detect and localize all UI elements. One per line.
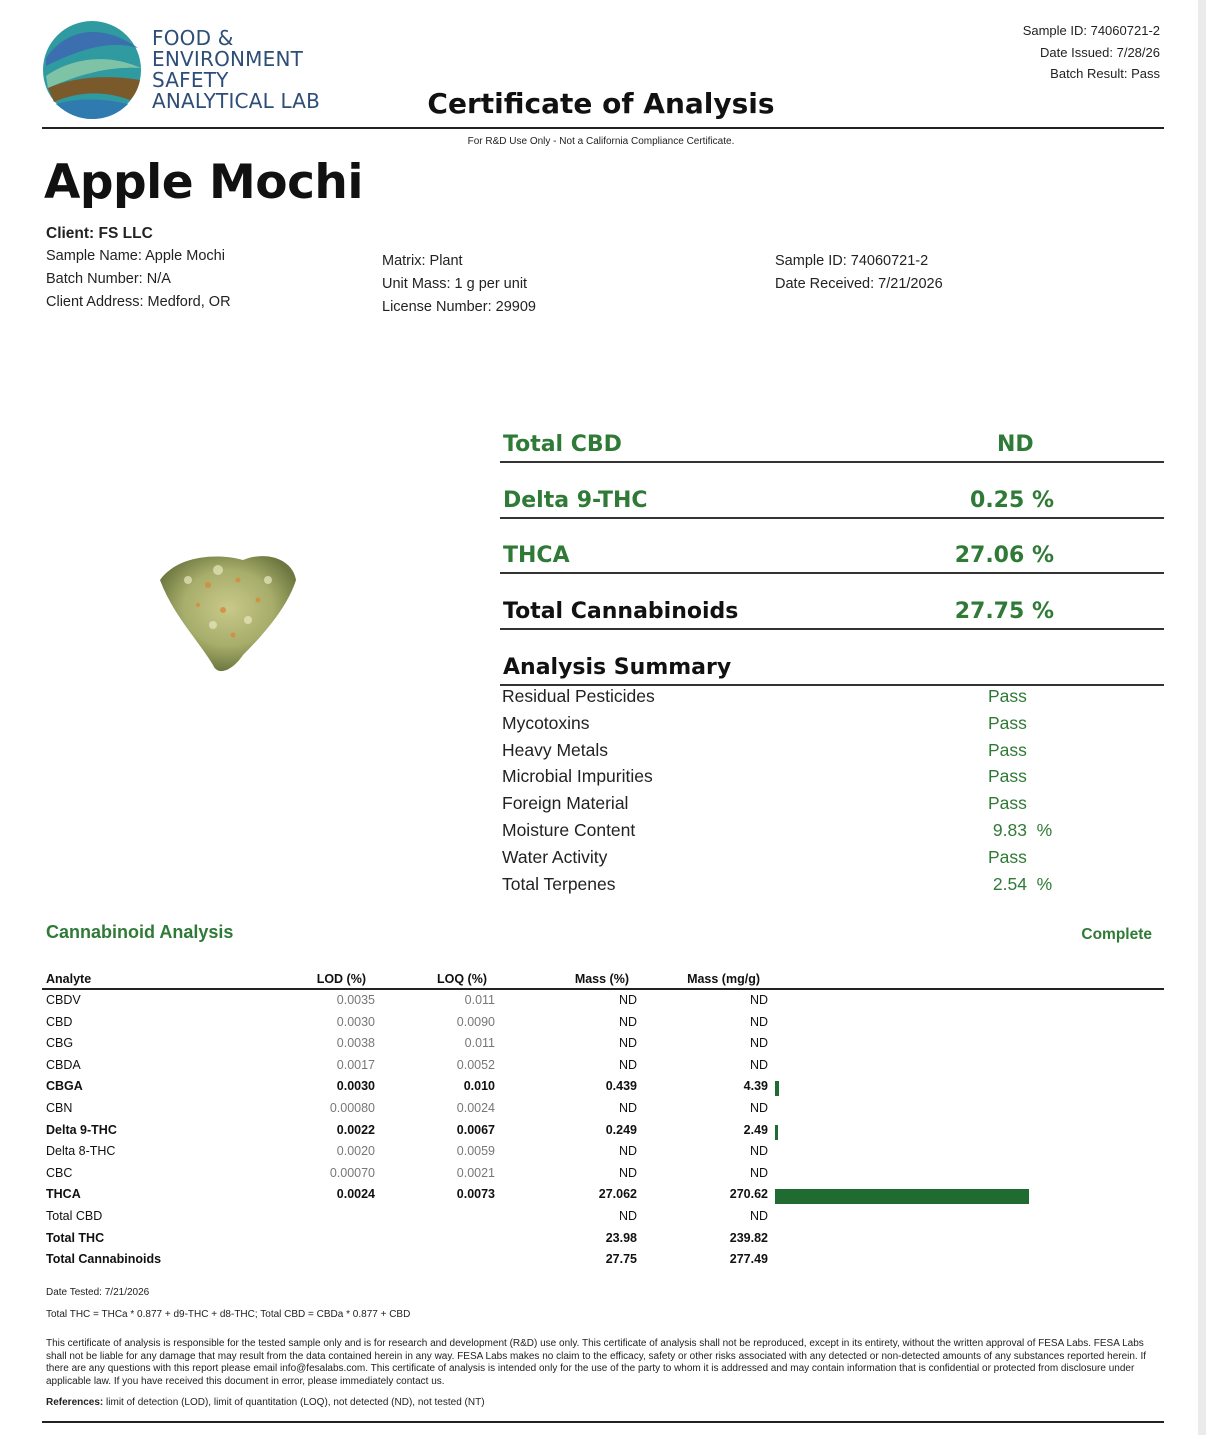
mass-pct-cell: 0.439: [605, 1079, 637, 1094]
mass-pct-cell: ND: [618, 1101, 637, 1115]
mass-pct-cell: ND: [618, 1165, 637, 1180]
mass-bar: [775, 1189, 1029, 1204]
mass-mg-cell: 4.39: [743, 1079, 768, 1094]
table-row: [45, 1058, 1165, 1080]
batch-number: Batch Number: N/A: [46, 271, 171, 287]
analysis-label: Water Activity: [502, 846, 608, 867]
analysis-row: [502, 766, 1162, 792]
references-text: limit of detection (LOD), limit of quantitation (LOQ), not detected (ND), not tested (NT): [103, 1397, 485, 1408]
analysis-value: 2.54 %: [988, 873, 1053, 894]
lod-cell: 0.0020: [336, 1144, 375, 1159]
analysis-row: [502, 686, 1162, 712]
analysis-label: Heavy Metals: [502, 739, 609, 760]
loq-cell: 0.011: [464, 993, 495, 1007]
lod-cell: 0.0030: [336, 1014, 375, 1029]
analyte-cell: Total THC: [46, 1230, 105, 1245]
references: [46, 1397, 485, 1410]
analyte-cell: CBDV: [46, 993, 81, 1007]
table-row: [45, 1166, 1165, 1188]
analysis-value: Pass: [988, 766, 1027, 787]
col-mass-pct: Mass (%): [574, 972, 629, 986]
lod-cell: 0.00070: [329, 1165, 375, 1180]
analysis-label: Mycotoxins: [502, 712, 590, 733]
loq-cell: 0.011: [464, 1036, 495, 1051]
loq-cell: 0.0090: [456, 1014, 495, 1029]
table-row: [45, 1036, 1165, 1058]
analysis-label: Moisture Content: [502, 820, 636, 840]
lod-cell: 0.0022: [336, 1122, 375, 1137]
analysis-label: Total Terpenes: [502, 873, 616, 894]
analyte-cell: Delta 9-THC: [46, 1122, 117, 1137]
loq-cell: 0.010: [463, 1079, 495, 1094]
mass-bar: [775, 1081, 779, 1096]
loq-cell: 0.0067: [456, 1122, 495, 1137]
loq-cell: 0.0059: [456, 1144, 495, 1159]
summary-row-total-cannabinoids: [500, 584, 1164, 630]
mass-mg-cell: ND: [749, 1165, 768, 1180]
product-photo: [148, 545, 308, 685]
mass-mg-cell: ND: [749, 1057, 768, 1072]
mass-mg-cell: ND: [749, 1209, 768, 1223]
lod-cell: 0.0024: [336, 1187, 375, 1202]
analysis-label: Microbial Impurities: [502, 766, 653, 787]
mass-pct-cell: 0.249: [605, 1122, 637, 1137]
table-row: [45, 1079, 1165, 1101]
col-loq: LOQ (%): [437, 972, 487, 986]
analysis-summary-heading: [500, 640, 1164, 686]
sample-info: [775, 250, 943, 296]
document-title: Certificate of Analysis: [427, 87, 775, 120]
analysis-value: Pass: [988, 739, 1027, 760]
analysis-value: 9.83 %: [988, 820, 1053, 840]
lod-cell: 0.0035: [336, 993, 375, 1007]
footer-rule: [42, 1421, 1164, 1423]
analyte-cell: CBD: [46, 1014, 73, 1029]
analysis-row: [502, 740, 1162, 766]
analyte-cell: Total Cannabinoids: [46, 1252, 162, 1267]
lod-cell: 0.0038: [336, 1036, 375, 1051]
table-row: [45, 1209, 1165, 1231]
analyte-cell: CBN: [46, 1101, 73, 1115]
legal-disclaimer: This certificate of analysis is responsible for the tested sample only and is for research and development (R&D) use only. This certificate of analysis shall not be reproduced, except in its entirety, without the written approval of FESA Labs. FESA Labs shall not be liable for any damage that may result from the data contained herein in any way. FESA Labs makes no claim to the efficacy, safety or other risks associated with any detected or non-detected amounts of any substances reported herein. If there are any questions with this report please email info@fesalabs.com. This certificate of analysis is intended only for the use of the party to whom it is addressed and may contain information that is confidential or protected from disclosure under applicable law. If you have received this document in error, please immediately contact us.: [46, 1338, 1147, 1387]
table-row: [45, 1101, 1165, 1123]
lab-name-line: ENVIRONMENT: [152, 47, 304, 71]
analysis-label: Foreign Material: [502, 793, 629, 814]
summary-value: 27.75 %: [954, 599, 1054, 624]
lod-cell: 0.0030: [336, 1079, 375, 1094]
analyte-cell: CBC: [46, 1165, 73, 1180]
table-header-rule: [42, 988, 1164, 990]
client-info: [46, 222, 231, 314]
analyte-cell: THCA: [46, 1187, 81, 1202]
loq-cell: 0.0021: [456, 1165, 495, 1180]
summary-value: 27.06 %: [954, 543, 1054, 568]
table-row: [45, 1015, 1165, 1037]
mass-bar: [775, 1125, 778, 1140]
mass-pct-cell: 27.75: [605, 1252, 637, 1267]
summary-label: THCA: [503, 543, 570, 568]
unit-mass: Unit Mass: 1 g per unit: [382, 276, 528, 292]
mass-mg-cell: ND: [749, 1144, 768, 1159]
table-row: [45, 1144, 1165, 1166]
license-number: License Number: 29909: [382, 299, 536, 315]
lab-name-line: FOOD &: [152, 26, 234, 50]
mass-mg-cell: 239.82: [729, 1230, 768, 1245]
sample-id: Sample ID: 74060721-2: [775, 253, 929, 269]
col-lod: LOD (%): [316, 972, 366, 986]
lod-cell: 0.00080: [329, 1101, 375, 1115]
analyte-cell: CBGA: [46, 1079, 83, 1094]
loq-cell: 0.0073: [456, 1187, 495, 1202]
header-sample-id: Sample ID: 74060721-2: [1022, 23, 1160, 38]
client-address: Client Address: Medford, OR: [46, 294, 231, 310]
references-label: References:: [46, 1397, 104, 1408]
lab-name-line: ANALYTICAL LAB: [152, 89, 321, 113]
mass-mg-cell: 2.49: [743, 1122, 768, 1137]
mass-mg-cell: ND: [749, 1036, 768, 1051]
mass-pct-cell: ND: [618, 1057, 637, 1072]
analysis-row: [502, 874, 1162, 900]
total-formula: Total THC = THCa * 0.877 + d9-THC + d8-THC; Total CBD = CBDa * 0.877 + CBD: [46, 1309, 411, 1320]
date-received: Date Received: 7/21/2026: [775, 276, 943, 292]
cannabinoid-status: Complete: [1081, 926, 1152, 943]
mass-pct-cell: ND: [618, 1036, 637, 1051]
table-row: [45, 1123, 1165, 1145]
analyte-cell: Total CBD: [46, 1209, 103, 1223]
summary-label: Total Cannabinoids: [503, 599, 739, 624]
matrix: Matrix: Plant: [382, 253, 463, 269]
col-mass-mg: Mass (mg/g): [687, 972, 760, 986]
header-date-issued: Date Issued: 7/28/26: [1040, 44, 1160, 60]
mass-mg-cell: 277.49: [729, 1252, 768, 1267]
loq-cell: 0.0052: [456, 1057, 495, 1072]
analysis-value: Pass: [988, 846, 1027, 867]
product-name: Apple Mochi: [44, 155, 364, 210]
mass-mg-cell: ND: [749, 1101, 768, 1115]
analysis-row: [502, 820, 1162, 846]
header-info: [1023, 20, 1160, 85]
analysis-row: [502, 713, 1162, 739]
analysis-row: [502, 793, 1162, 819]
mass-pct-cell: ND: [618, 1014, 637, 1029]
table-row: [45, 1187, 1165, 1209]
header-batch-result: Batch Result: Pass: [1050, 66, 1160, 81]
summary-label: Delta 9-THC: [503, 488, 648, 513]
sample-name: Sample Name: Apple Mochi: [46, 248, 225, 264]
analysis-value: Pass: [988, 793, 1027, 814]
summary-row-total-cbd: [500, 417, 1164, 463]
analyte-cell: CBG: [46, 1036, 74, 1051]
mass-pct-cell: ND: [618, 993, 637, 1007]
mass-pct-cell: ND: [618, 1144, 637, 1159]
summary-row-delta9: [500, 473, 1164, 519]
mass-mg-cell: ND: [749, 1014, 768, 1029]
analysis-row: [502, 847, 1162, 873]
col-analyte: Analyte: [46, 972, 92, 986]
mass-pct-cell: ND: [618, 1209, 637, 1223]
summary-value: 0.25 %: [970, 488, 1054, 513]
summary-label: Total CBD: [503, 432, 622, 457]
analysis-value: Pass: [988, 712, 1027, 733]
disclaimer: For R&D Use Only - Not a California Compliance Certificate.: [467, 136, 735, 147]
analyte-cell: Delta 8-THC: [46, 1144, 116, 1159]
analysis-label: Residual Pesticides: [502, 686, 655, 706]
mass-pct-cell: 23.98: [605, 1230, 637, 1245]
mass-pct-cell: 27.062: [598, 1187, 637, 1202]
lod-cell: 0.0017: [336, 1057, 375, 1072]
table-row: [45, 1252, 1165, 1274]
summary-row-thca: [500, 528, 1164, 574]
lab-name-line: SAFETY: [152, 68, 229, 92]
client-name: Client: FS LLC: [46, 225, 153, 242]
matrix-info: [382, 250, 536, 319]
date-tested: Date Tested: 7/21/2026: [46, 1287, 150, 1298]
analyte-cell: CBDA: [46, 1057, 81, 1072]
analysis-value: Pass: [988, 686, 1027, 706]
mass-mg-cell: ND: [749, 993, 768, 1007]
mass-mg-cell: 270.62: [729, 1187, 768, 1202]
cannabinoid-title: Cannabinoid Analysis: [46, 922, 234, 942]
summary-value: ND: [997, 432, 1034, 457]
table-row: [45, 1231, 1165, 1253]
table-row: [45, 993, 1165, 1015]
header-rule: [42, 127, 1164, 129]
loq-cell: 0.0024: [456, 1101, 495, 1115]
analysis-summary-title: Analysis Summary: [503, 655, 732, 680]
